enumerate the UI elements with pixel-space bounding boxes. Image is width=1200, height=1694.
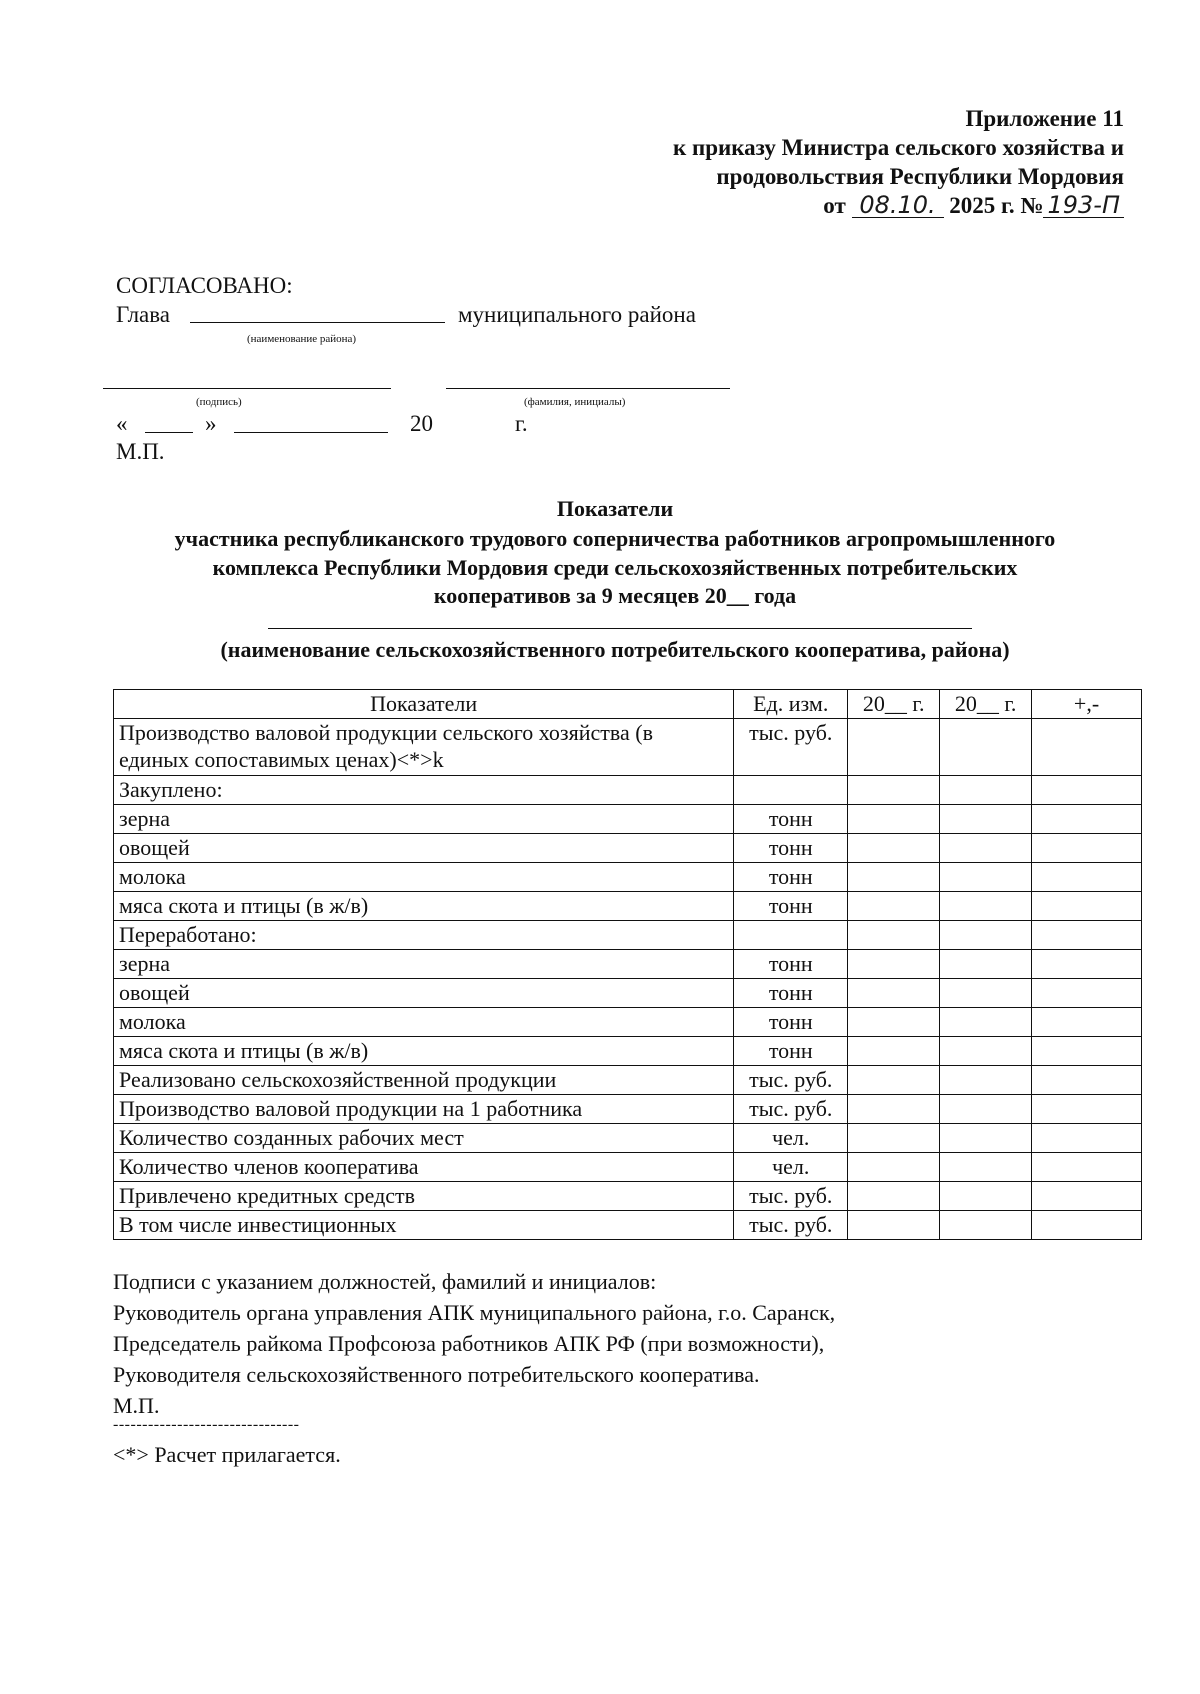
header-indicators: Показатели [114,690,734,719]
table-row [114,1095,1142,1124]
diff-cell[interactable] [1032,863,1142,892]
month-line[interactable] [234,432,388,433]
table-row [114,776,1142,805]
year2-cell[interactable] [940,1037,1032,1066]
year2-cell[interactable] [940,776,1032,805]
diff-cell[interactable] [1032,1066,1142,1095]
row-name: мяса скота и птицы (в ж/в) [114,1037,734,1066]
handwritten-order-number: 193-П [1043,193,1124,218]
title-line-2: участника республиканского трудового соперничества работников агропромышленного [174,526,1056,551]
row-unit: тонн [734,834,848,863]
row-unit: тонн [734,805,848,834]
row-name: Реализовано сельскохозяйственной продукции [114,1066,734,1095]
row-unit: тонн [734,1037,848,1066]
year2-cell[interactable] [940,1008,1032,1037]
name-line[interactable] [446,388,730,389]
row-unit: тонн [734,950,848,979]
signature-line[interactable] [103,388,391,389]
year2-cell[interactable] [940,834,1032,863]
row-unit: тонн [734,1008,848,1037]
year1-cell[interactable] [848,719,940,776]
year1-cell[interactable] [848,776,940,805]
district-caption: (наименование района) [247,333,357,345]
diff-cell[interactable] [1032,892,1142,921]
order-line-1: к приказу Министра сельского хозяйства и [672,135,1124,160]
year1-cell[interactable] [848,863,940,892]
diff-cell[interactable] [1032,1153,1142,1182]
row-unit: тонн [734,979,848,1008]
row-unit: тыс. руб. [734,1066,848,1095]
agreed-label: СОГЛАСОВАНО: [116,273,293,298]
year1-cell[interactable] [848,1153,940,1182]
year2-cell[interactable] [940,719,1032,776]
diff-cell[interactable] [1032,1211,1142,1240]
row-unit: чел. [734,1153,848,1182]
indicators-table [113,689,1142,1240]
row-name: мяса скота и птицы (в ж/в) [114,892,734,921]
year2-cell[interactable] [940,892,1032,921]
table-header-row [114,690,1142,719]
year-number-label: 2025 г. № [949,193,1044,218]
year1-cell[interactable] [848,834,940,863]
row-unit: чел. [734,1124,848,1153]
year2-cell[interactable] [940,1153,1032,1182]
row-name: зерна [114,950,734,979]
order-line-2: продовольствия Республики Мордовия [716,164,1124,189]
table-row [114,834,1142,863]
handwritten-date: 08.10. [852,193,944,218]
table-row [114,1182,1142,1211]
year2-cell[interactable] [940,1211,1032,1240]
footnote-separator: -------------------------------- [113,1416,300,1433]
table-row [114,805,1142,834]
table-row [114,863,1142,892]
diff-cell[interactable] [1032,719,1142,776]
year2-cell[interactable] [940,863,1032,892]
row-name: В том числе инвестиционных [114,1211,734,1240]
row-unit: тыс. руб. [734,1095,848,1124]
year1-cell[interactable] [848,1211,940,1240]
year-prefix: 20 [410,411,433,436]
diff-cell[interactable] [1032,834,1142,863]
title-line-3: комплекса Республики Мордовия среди сельскохозяйственных потребительских [212,555,1018,580]
year1-cell[interactable] [848,1008,940,1037]
table-row [114,950,1142,979]
year2-cell[interactable] [940,1066,1032,1095]
row-name: Производство валовой продукции сельского хозяйства (в единых сопоставимых ценах)<*>k [114,719,734,776]
signature-caption: (подпись) [196,396,242,408]
row-name: зерна [114,805,734,834]
table-row [114,1008,1142,1037]
from-prefix: от [823,193,846,218]
table-row [114,1153,1142,1182]
table-row [114,921,1142,950]
table-row [114,719,1142,776]
signatory-1: Руководитель органа управления АПК муниципального района, г.о. Саранск, [113,1300,836,1325]
footer-stamp: М.П. [113,1393,160,1418]
diff-cell[interactable] [1032,1037,1142,1066]
year2-cell[interactable] [940,950,1032,979]
year2-cell[interactable] [940,1095,1032,1124]
title-heading: Показатели [556,496,674,521]
year1-cell[interactable] [848,805,940,834]
row-name: Количество созданных рабочих мест [114,1124,734,1153]
row-name: овощей [114,834,734,863]
signatory-2: Председатель райкома Профсоюза работников АПК РФ (при возможности), [113,1331,825,1356]
year1-cell[interactable] [848,1182,940,1211]
diff-cell[interactable] [1032,979,1142,1008]
year1-cell[interactable] [848,1095,940,1124]
row-unit: тонн [734,892,848,921]
header-year-1: 20__ г. [848,690,940,719]
row-unit: тыс. руб. [734,719,848,776]
year1-cell[interactable] [848,1066,940,1095]
header-unit: Ед. изм. [734,690,848,719]
day-line[interactable] [145,432,193,433]
head-label: Глава [116,302,171,327]
diff-cell[interactable] [1032,776,1142,805]
row-name: Количество членов кооператива [114,1153,734,1182]
signatures-intro: Подписи с указанием должностей, фамилий и инициалов: [113,1269,657,1294]
signatures-block [113,1266,835,1421]
diff-cell[interactable] [1032,921,1142,950]
footnote: <*> Расчет прилагается. [113,1442,341,1467]
table-row [114,1211,1142,1240]
table-row [114,979,1142,1008]
year2-cell[interactable] [940,979,1032,1008]
row-name: овощей [114,979,734,1008]
row-unit [734,776,848,805]
row-name: молока [114,863,734,892]
district-name-line[interactable] [190,322,445,323]
diff-cell[interactable] [1032,1182,1142,1211]
table-row [114,1066,1142,1095]
row-unit: тыс. руб. [734,1211,848,1240]
order-date-line [604,191,1124,220]
year2-cell[interactable] [940,805,1032,834]
cooperative-name-line[interactable] [268,628,972,629]
diff-cell[interactable] [1032,805,1142,834]
stamp-label: М.П. [116,439,165,464]
year1-cell[interactable] [848,1124,940,1153]
row-unit: тонн [734,863,848,892]
year1-cell[interactable] [848,979,940,1008]
year1-cell[interactable] [848,950,940,979]
year1-cell[interactable] [848,921,940,950]
diff-cell[interactable] [1032,1124,1142,1153]
table-row [114,1124,1142,1153]
appendix-header [604,104,1124,220]
year2-cell[interactable] [940,921,1032,950]
row-name: Привлечено кредитных средств [114,1182,734,1211]
diff-cell[interactable] [1032,1008,1142,1037]
year1-cell[interactable] [848,892,940,921]
row-unit [734,921,848,950]
year1-cell[interactable] [848,1037,940,1066]
year-suffix: г. [515,411,528,436]
quote-open: « [116,411,128,436]
row-name: Переработано: [114,921,734,950]
diff-cell[interactable] [1032,1095,1142,1124]
municipal-label: муниципального района [458,302,696,327]
row-name: молока [114,1008,734,1037]
cooperative-caption: (наименование сельскохозяйственного потребительского кооператива, района) [220,637,1010,662]
signatory-3: Руководителя сельскохозяйственного потребительского кооператива. [113,1362,760,1387]
header-diff: +,- [1032,690,1142,719]
row-name: Закуплено: [114,776,734,805]
quote-close: » [205,411,217,436]
appendix-label: Приложение 11 [965,106,1124,131]
diff-cell[interactable] [1032,950,1142,979]
header-year-2: 20__ г. [940,690,1032,719]
row-name: Производство валовой продукции на 1 работника [114,1095,734,1124]
year2-cell[interactable] [940,1124,1032,1153]
table-row [114,892,1142,921]
table-row [114,1037,1142,1066]
row-unit: тыс. руб. [734,1182,848,1211]
year2-cell[interactable] [940,1182,1032,1211]
title-line-4: кооперативов за 9 месяцев 20__ года [433,583,797,608]
name-caption: (фамилия, инициалы) [524,396,626,408]
